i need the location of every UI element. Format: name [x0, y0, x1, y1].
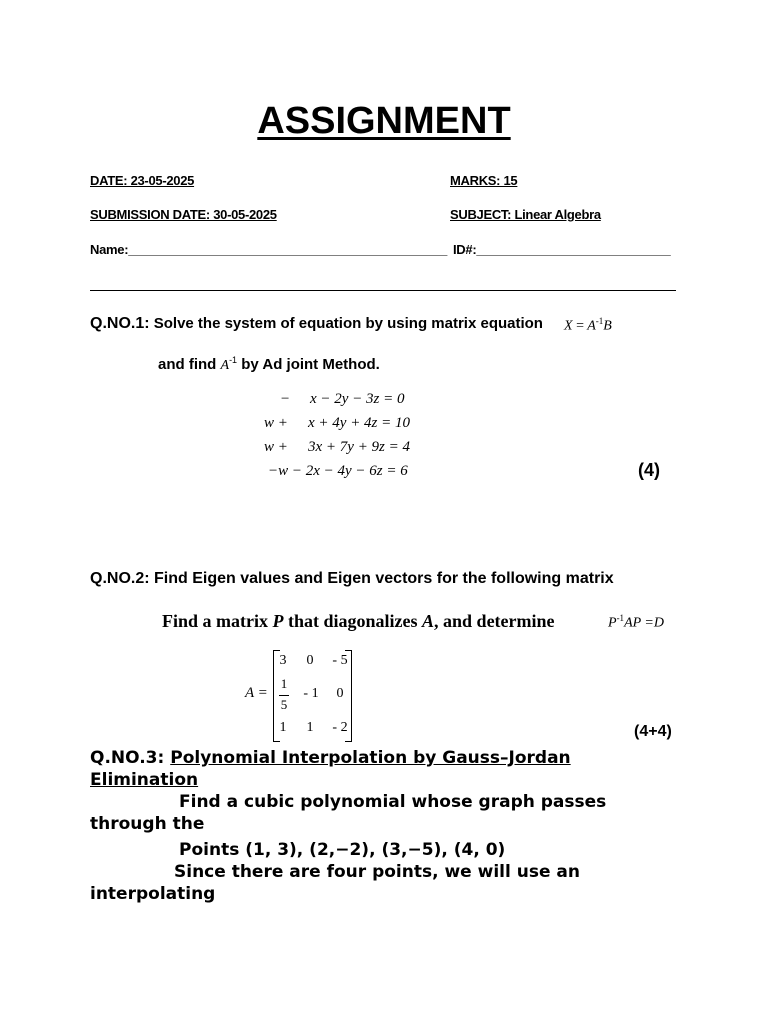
equation-2: w + x + 4y + 4z = 10	[264, 415, 411, 431]
matrix-cell: 1	[306, 720, 314, 735]
question-1-text: Solve the system of equation by using matrix equation	[149, 315, 543, 332]
separator-line	[90, 290, 676, 291]
equation-1: − x − 2y − 3z = 0	[280, 391, 405, 407]
question-3-heading-cont: Elimination	[90, 770, 199, 790]
date-field: DATE: 23-05-2025	[90, 173, 195, 188]
id-field: ID#:____________________________	[453, 242, 671, 257]
equation-4: −w − 2x − 4y − 6z = 6	[268, 463, 408, 479]
matrix-cell: 1	[279, 720, 287, 735]
matrix-cell: 3	[279, 653, 287, 668]
name-field: Name:______________________________________________	[90, 242, 448, 257]
fraction-bar	[279, 695, 289, 696]
fraction-denominator: 5	[280, 697, 288, 712]
question-3-line-3: Since there are four points, we will use an	[174, 862, 580, 882]
question-3-heading: Q.NO.3: Polynomial Interpolation by Gauss–Jordan	[90, 748, 571, 768]
matrix-cell: - 1	[303, 686, 319, 701]
subject-field: SUBJECT: Linear Algebra	[450, 207, 601, 222]
page-title: ASSIGNMENT	[257, 100, 511, 142]
matrix-cell: 0	[306, 653, 314, 668]
equation-3: w + 3x + 7y + 9z = 4	[264, 439, 411, 455]
question-2-line-2: Find a matrix P that diagonalizes A, and determine	[162, 611, 555, 631]
question-1-marks: (4)	[638, 460, 660, 480]
submission-date-field: SUBMISSION DATE: 30-05-2025	[90, 207, 277, 222]
matrix-cell: - 5	[332, 653, 348, 668]
marks-field: MARKS: 15	[450, 173, 518, 188]
matrix-cell: - 2	[332, 720, 348, 735]
fraction-numerator: 1	[280, 676, 288, 691]
question-1-line-2: and find $A^{-1}$ by Ad joint Method.	[158, 355, 380, 373]
question-2: Q.NO.2: Find Eigen values and Eigen vectors for the following matrix	[90, 570, 614, 587]
diagonalization-equation: $P^{-1}AP =D$	[608, 613, 664, 631]
question-2-marks: (4+4)	[634, 723, 672, 740]
matrix-cell: 0	[336, 686, 344, 701]
question-3-line-3-cont: interpolating	[90, 884, 216, 904]
matrix-label: A =	[245, 685, 268, 701]
question-3-line-1-cont: through the	[90, 814, 205, 834]
question-1	[90, 315, 543, 333]
interpolation-points: Points (1, 3), (2,−2), (3,−5), (4, 0)	[179, 840, 506, 860]
question-1-label: Q.NO.1:	[90, 315, 150, 332]
question-3-line-1: Find a cubic polynomial whose graph passes	[179, 792, 607, 812]
matrix-equation: $X = A^{-1}B$	[564, 316, 612, 334]
